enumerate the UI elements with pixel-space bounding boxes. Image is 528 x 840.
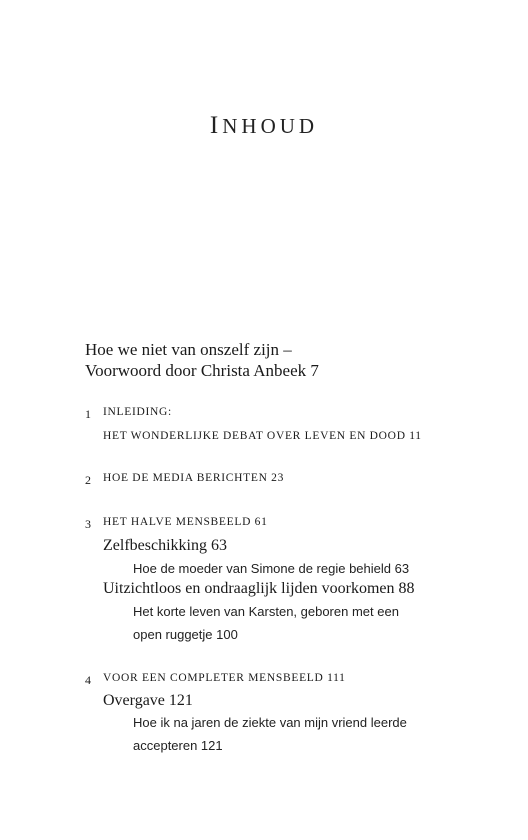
foreword-line-1: Hoe we niet van onszelf zijn – bbox=[85, 340, 292, 359]
title-rest: NHOUD bbox=[222, 114, 319, 138]
chapter-4-number: 4 bbox=[85, 673, 91, 687]
chapter-1-title-line-2: HET WONDERLIJKE DEBAT OVER LEVEN EN DOOD 11 bbox=[103, 430, 422, 442]
chapter-3-section-2-sub-1: Het korte leven van Karsten, geboren met een bbox=[133, 604, 399, 619]
foreword-line-2: Voorwoord door Christa Anbeek 7 bbox=[85, 361, 319, 380]
chapter-4-section-1-sub-2: accepteren 121 bbox=[133, 738, 223, 753]
chapter-4-section-1-sub-1: Hoe ik na jaren de ziekte van mijn vriend leerde bbox=[133, 715, 407, 730]
chapter-3-number: 3 bbox=[85, 517, 91, 531]
chapter-3-section-1-sub-1: Hoe de moeder van Simone de regie behield 63 bbox=[133, 561, 410, 576]
chapter-4-title: VOOR EEN COMPLETER MENSBEELD 111 bbox=[103, 672, 346, 684]
page-title bbox=[0, 112, 528, 140]
chapter-1-number: 1 bbox=[85, 407, 91, 421]
chapter-4-section-1: Overgave 121 bbox=[103, 692, 193, 709]
chapter-3-title: HET HALVE MENSBEELD 61 bbox=[103, 516, 268, 528]
chapter-1-title-line-1: INLEIDING: bbox=[103, 406, 172, 418]
chapter-3-section-2-sub-2: open ruggetje 100 bbox=[133, 627, 238, 642]
chapter-2-number: 2 bbox=[85, 473, 91, 487]
title-initial: I bbox=[209, 112, 223, 139]
chapter-2-title: HOE DE MEDIA BERICHTEN 23 bbox=[103, 472, 285, 484]
chapter-3-section-1: Zelfbeschikking 63 bbox=[103, 537, 227, 554]
chapter-3-section-2: Uitzichtloos en ondraaglijk lijden voorkomen 88 bbox=[103, 580, 415, 597]
